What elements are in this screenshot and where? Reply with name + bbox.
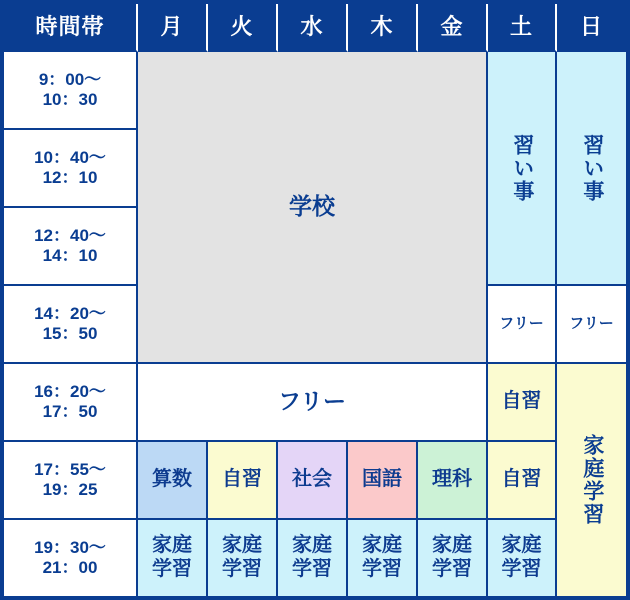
block-free-sat: フリー	[488, 286, 557, 364]
block-subject-fri: 理科	[418, 442, 488, 520]
block-school: 学校	[138, 52, 488, 364]
home-study-line2: 学習	[222, 558, 262, 580]
header-fri: 金	[418, 4, 488, 52]
header-time: 時間帯	[4, 4, 138, 52]
home-study-line2: 学習	[432, 558, 472, 580]
home-study-line1: 家庭	[501, 534, 542, 557]
home-study-line2: 学習	[362, 558, 402, 580]
block-home-study-sun: 家庭学習	[557, 364, 626, 596]
block-subject-sat: 自習	[488, 442, 557, 520]
block-home-study-thu	[348, 520, 418, 596]
time-end-6: 19：25	[42, 480, 98, 499]
home-study-line1: 家庭	[362, 534, 402, 557]
home-study-line1: 家庭	[432, 534, 472, 557]
block-home-study-fri	[418, 520, 488, 596]
time-row-7	[4, 520, 138, 596]
time-start-1: 9：00〜	[38, 69, 102, 89]
header-mon: 月	[138, 4, 208, 52]
block-home-study-wed	[278, 520, 348, 596]
block-lesson-sun: 習い事	[557, 52, 626, 286]
header-tue: 火	[208, 4, 278, 52]
block-subject-mon: 算数	[138, 442, 208, 520]
time-row-5	[4, 364, 138, 442]
time-row-3	[4, 208, 138, 286]
home-study-line1: 家庭	[152, 534, 192, 557]
home-study-line1: 家庭	[292, 534, 332, 557]
time-start-5: 16：20〜	[34, 381, 106, 401]
home-study-line1: 家庭	[222, 534, 262, 557]
time-end-5: 17：50	[42, 402, 98, 421]
header-sat: 土	[488, 4, 557, 52]
block-subject-thu: 国語	[348, 442, 418, 520]
time-row-4	[4, 286, 138, 364]
time-start-2: 10：40〜	[34, 147, 106, 167]
header-wed: 水	[278, 4, 348, 52]
time-start-3: 12：40〜	[34, 225, 106, 245]
block-home-study-tue	[208, 520, 278, 596]
time-row-1	[4, 52, 138, 130]
block-home-study-mon	[138, 520, 208, 596]
time-end-2: 12：10	[42, 168, 98, 187]
time-start-7: 19：30〜	[34, 537, 106, 557]
block-lesson-sat: 習い事	[488, 52, 557, 286]
time-start-4: 14：20〜	[34, 303, 106, 323]
home-study-line2: 学習	[292, 558, 332, 580]
time-start-6: 17：55〜	[34, 459, 106, 479]
block-subject-tue: 自習	[208, 442, 278, 520]
time-end-7: 21：00	[42, 558, 98, 577]
time-end-3: 14：10	[42, 246, 98, 265]
home-study-line2: 学習	[152, 558, 192, 580]
time-row-2	[4, 130, 138, 208]
block-free-week: フリー	[138, 364, 488, 442]
time-end-4: 15：50	[42, 324, 98, 343]
header-sun: 日	[557, 4, 626, 52]
header-thu: 木	[348, 4, 418, 52]
time-row-6	[4, 442, 138, 520]
block-self-study-sat-row5: 自習	[488, 364, 557, 442]
block-home-study-sat	[488, 520, 557, 596]
home-study-line2: 学習	[501, 558, 542, 580]
time-end-1: 10：30	[42, 90, 98, 109]
block-subject-wed: 社会	[278, 442, 348, 520]
block-free-sun: フリー	[557, 286, 626, 364]
